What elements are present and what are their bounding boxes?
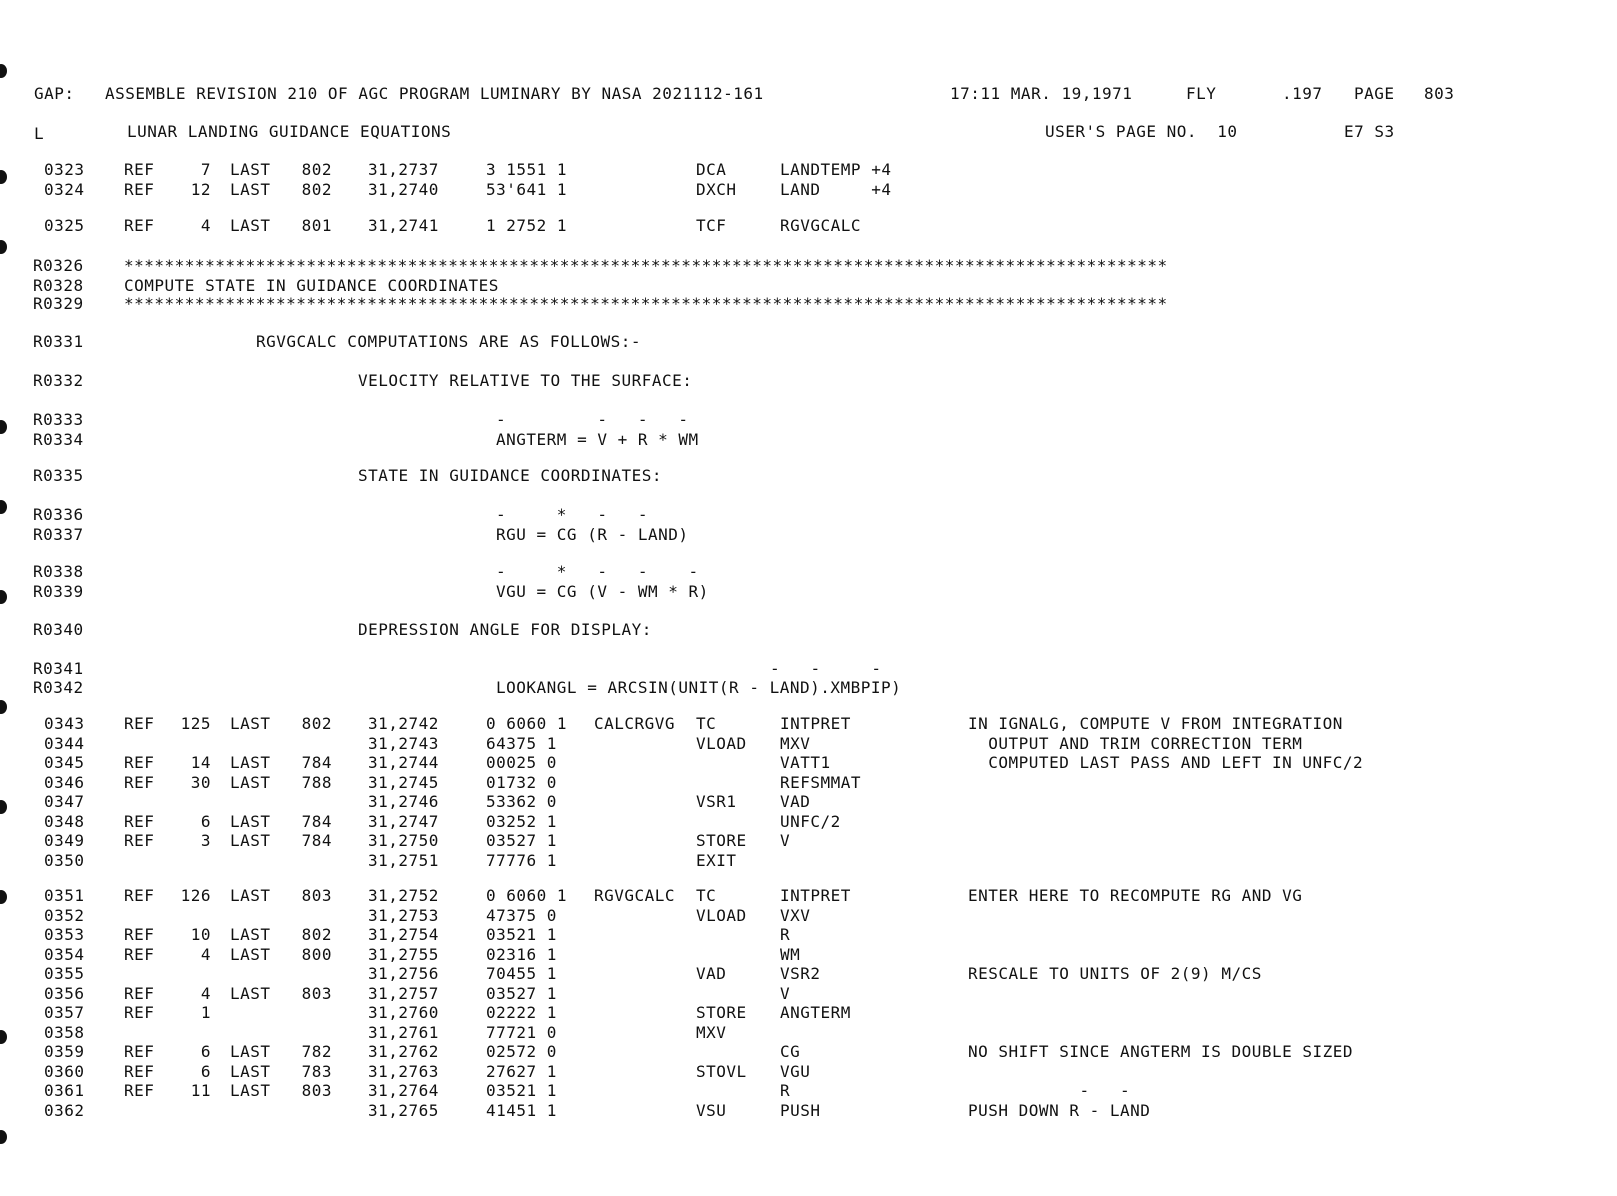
remark-text: DEPRESSION ANGLE FOR DISPLAY: [358,620,652,639]
opcode: TCF [696,216,727,235]
octal-word: 01732 0 [486,772,557,792]
last-page: 784 [301,811,332,831]
line-number: 0343 [44,714,85,733]
comment: COMPUTED LAST PASS AND LEFT IN UNFC/2 [968,753,1364,772]
operand: ANGTERM [780,1003,851,1022]
address: 31,2757 [368,983,439,1003]
remark-text: VGU = CG (V - WM * R) [496,582,709,601]
operand: INTPRET [780,714,851,733]
octal-word: 41451 1 [486,1100,557,1120]
address: 31,2753 [368,905,439,925]
line-number: 0357 [44,1003,85,1022]
line-number: 0362 [44,1100,85,1120]
address: 31,2752 [368,886,439,905]
opcode: STOVL [696,1061,747,1081]
subheader-code: E7 S3 [1344,122,1395,141]
line-number: 0356 [44,983,85,1003]
opcode: STORE [696,831,747,850]
last-tag: LAST [230,1061,271,1081]
remark-number: R0340 [33,620,84,639]
binder-hole [0,700,7,714]
remark-number: R0337 [33,525,84,544]
operand: INTPRET [780,886,851,905]
remark-text: STATE IN GUIDANCE COORDINATES: [358,466,662,485]
binder-hole [0,800,7,814]
ref-tag: REF [124,1061,155,1081]
last-tag: LAST [230,160,271,179]
remark-text: - * - - [496,505,648,524]
remark-text: ANGTERM = V + R * WM [496,430,699,449]
line-number: 0324 [44,180,85,199]
operand: VATT1 [780,753,831,772]
remark-number: R0328 [33,276,84,295]
ref-count: 11 [190,1081,211,1100]
last-tag: LAST [230,831,271,850]
remark-text: COMPUTE STATE IN GUIDANCE COORDINATES [124,276,499,295]
ref-count: 6 [200,1061,211,1081]
octal-word: 77721 0 [486,1022,557,1042]
line-number: 0360 [44,1061,85,1081]
header-prefix: GAP: [34,84,75,103]
octal-word: 03252 1 [486,811,557,831]
octal-word: 64375 1 [486,733,557,753]
ref-tag: REF [124,714,155,733]
address: 31,2747 [368,811,439,831]
remark-text: - - - - [496,410,689,429]
operand: UNFC/2 [780,811,841,831]
ref-count: 10 [190,925,211,944]
remark-number: R0329 [33,294,84,313]
ref-tag: REF [124,753,155,772]
octal-word: 27627 1 [486,1061,557,1081]
last-tag: LAST [230,772,271,792]
binder-hole [0,500,7,514]
last-page: 800 [301,944,332,964]
ref-tag: REF [124,1003,155,1022]
address: 31,2765 [368,1100,439,1120]
opcode: TC [696,714,717,733]
operand: CG [780,1042,801,1061]
line-number: 0323 [44,160,85,179]
comment: NO SHIFT SINCE ANGTERM IS DOUBLE SIZED [968,1042,1354,1061]
ref-tag: REF [124,831,155,850]
last-tag: LAST [230,216,271,235]
asm-label: CALCRGVG [594,714,676,733]
opcode: VAD [696,964,727,983]
last-tag: LAST [230,811,271,831]
opcode: VSU [696,1100,727,1120]
ref-tag: REF [124,160,155,179]
line-number: 0352 [44,905,85,925]
ref-count: 6 [200,1042,211,1061]
remark-text: RGU = CG (R - LAND) [496,525,689,544]
ref-count: 30 [190,772,211,792]
subheader-title: LUNAR LANDING GUIDANCE EQUATIONS [127,122,452,141]
last-tag: LAST [230,180,271,199]
octal-word: 47375 0 [486,905,557,925]
octal-word: 00025 0 [486,753,557,772]
ref-tag: REF [124,944,155,964]
address: 31,2745 [368,772,439,792]
octal-word: 53'641 1 [486,180,568,199]
address: 31,2760 [368,1003,439,1022]
opcode: EXIT [696,850,737,870]
operand: RGVGCALC [780,216,862,235]
operand: REFSMMAT [780,772,862,792]
subheader-prefix: L [34,124,45,143]
asm-label: RGVGCALC [594,886,676,905]
operand: V [780,831,791,850]
header-num: .197 [1282,84,1323,103]
address: 31,2737 [368,160,439,179]
opcode: DXCH [696,180,737,199]
remark-text: LOOKANGL = ARCSIN(UNIT(R - LAND).XMBPIP) [496,678,902,697]
last-page: 803 [301,983,332,1003]
remark-text: - * - - - [496,562,699,581]
address: 31,2756 [368,964,439,983]
subheader-user-page: USER'S PAGE NO. 10 [1045,122,1238,141]
last-page: 802 [301,925,332,944]
last-page: 803 [301,886,332,905]
ref-count: 126 [180,886,211,905]
line-number: 0350 [44,850,85,870]
header-mode: FLY [1186,84,1217,103]
ref-count: 125 [180,714,211,733]
line-number: 0346 [44,772,85,792]
line-number: 0359 [44,1042,85,1061]
remark-number: R0342 [33,678,84,697]
operand: VGU [780,1061,811,1081]
operand: LANDTEMP +4 [780,160,892,179]
ref-tag: REF [124,925,155,944]
opcode: VLOAD [696,905,747,925]
ref-tag: REF [124,180,155,199]
binder-hole [0,1030,7,1044]
operand: V [780,983,791,1003]
last-page: 802 [301,180,332,199]
ref-count: 3 [200,831,211,850]
header-title: ASSEMBLE REVISION 210 OF AGC PROGRAM LUMINARY BY NASA 2021112-161 [105,84,764,103]
opcode: STORE [696,1003,747,1022]
line-number: 0347 [44,792,85,811]
comment: OUTPUT AND TRIM CORRECTION TERM [968,733,1303,753]
ref-count: 1 [200,1003,211,1022]
last-page: 802 [301,160,332,179]
address: 31,2750 [368,831,439,850]
address: 31,2743 [368,733,439,753]
address: 31,2740 [368,180,439,199]
operand: R [780,1081,791,1100]
operand: WM [780,944,801,964]
operand: LAND +4 [780,180,892,199]
comment: IN IGNALG, COMPUTE V FROM INTEGRATION [968,714,1343,733]
last-page: 782 [301,1042,332,1061]
remark-number: R0341 [33,659,84,678]
line-number: 0358 [44,1022,85,1042]
comment: ENTER HERE TO RECOMPUTE RG AND VG [968,886,1303,905]
line-number: 0354 [44,944,85,964]
last-page: 783 [301,1061,332,1081]
last-tag: LAST [230,944,271,964]
binder-hole [0,890,7,904]
ref-count: 12 [190,180,211,199]
remark-number: R0336 [33,505,84,524]
ref-tag: REF [124,811,155,831]
ref-tag: REF [124,1042,155,1061]
ref-tag: REF [124,1081,155,1100]
address: 31,2746 [368,792,439,811]
last-tag: LAST [230,886,271,905]
binder-hole [0,240,7,254]
octal-word: 03521 1 [486,925,557,944]
ref-tag: REF [124,216,155,235]
comment: - - [968,1081,1131,1100]
octal-word: 0 6060 1 [486,886,568,905]
octal-word: 02316 1 [486,944,557,964]
octal-word: 02222 1 [486,1003,557,1022]
octal-word: 03527 1 [486,831,557,850]
remark-number: R0331 [33,332,84,351]
line-number: 0355 [44,964,85,983]
address: 31,2755 [368,944,439,964]
binder-hole [0,420,7,434]
ref-tag: REF [124,886,155,905]
line-number: 0353 [44,925,85,944]
ref-count: 4 [200,216,211,235]
octal-word: 0 6060 1 [486,714,568,733]
binder-hole [0,64,7,78]
octal-word: 03527 1 [486,983,557,1003]
comment: PUSH DOWN R - LAND [968,1100,1151,1120]
ref-count: 6 [200,811,211,831]
remark-number: R0338 [33,562,84,581]
address: 31,2764 [368,1081,439,1100]
address: 31,2763 [368,1061,439,1081]
line-number: 0344 [44,733,85,753]
binder-hole [0,1130,7,1144]
line-number: 0348 [44,811,85,831]
address: 31,2741 [368,216,439,235]
address: 31,2751 [368,850,439,870]
ref-count: 7 [200,160,211,179]
last-tag: LAST [230,714,271,733]
last-page: 803 [301,1081,332,1100]
remark-number: R0326 [33,256,84,275]
octal-word: 53362 0 [486,792,557,811]
last-tag: LAST [230,1081,271,1100]
address: 31,2761 [368,1022,439,1042]
address: 31,2754 [368,925,439,944]
remark-number: R0332 [33,371,84,390]
opcode: TC [696,886,717,905]
remark-number: R0333 [33,410,84,429]
operand: MXV [780,733,811,753]
last-page: 784 [301,753,332,772]
last-tag: LAST [230,753,271,772]
operand: VSR2 [780,964,821,983]
ref-count: 4 [200,983,211,1003]
remark-text: RGVGCALC COMPUTATIONS ARE AS FOLLOWS:- [256,332,642,351]
opcode: VSR1 [696,792,737,811]
last-page: 784 [301,831,332,850]
operand: VXV [780,905,811,925]
line-number: 0325 [44,216,85,235]
last-page: 801 [301,216,332,235]
octal-word: 70455 1 [486,964,557,983]
remark-text: - - - [770,659,882,678]
remark-text: ******************************************************************************************************* [124,294,1168,313]
binder-hole [0,590,7,604]
address: 31,2744 [368,753,439,772]
octal-word: 77776 1 [486,850,557,870]
last-tag: LAST [230,983,271,1003]
line-number: 0349 [44,831,85,850]
last-tag: LAST [230,1042,271,1061]
address: 31,2742 [368,714,439,733]
last-tag: LAST [230,925,271,944]
octal-word: 1 2752 1 [486,216,568,235]
binder-hole [0,170,7,184]
remark-text: ******************************************************************************************************* [124,256,1168,275]
opcode: MXV [696,1022,727,1042]
remark-text: VELOCITY RELATIVE TO THE SURFACE: [358,371,693,390]
remark-number: R0339 [33,582,84,601]
line-number: 0361 [44,1081,85,1100]
ref-count: 4 [200,944,211,964]
operand: PUSH [780,1100,821,1120]
ref-tag: REF [124,772,155,792]
operand: VAD [780,792,811,811]
ref-count: 14 [190,753,211,772]
remark-number: R0335 [33,466,84,485]
opcode: VLOAD [696,733,747,753]
octal-word: 02572 0 [486,1042,557,1061]
line-number: 0351 [44,886,85,905]
comment: RESCALE TO UNITS OF 2(9) M/CS [968,964,1262,983]
header-page-number: 803 [1424,84,1455,103]
header-page-label: PAGE [1354,84,1395,103]
line-number: 0345 [44,753,85,772]
octal-word: 03521 1 [486,1081,557,1100]
octal-word: 3 1551 1 [486,160,568,179]
header-time: 17:11 MAR. 19,1971 [950,84,1133,103]
ref-tag: REF [124,983,155,1003]
last-page: 788 [301,772,332,792]
address: 31,2762 [368,1042,439,1061]
operand: R [780,925,791,944]
opcode: DCA [696,160,727,179]
remark-number: R0334 [33,430,84,449]
last-page: 802 [301,714,332,733]
